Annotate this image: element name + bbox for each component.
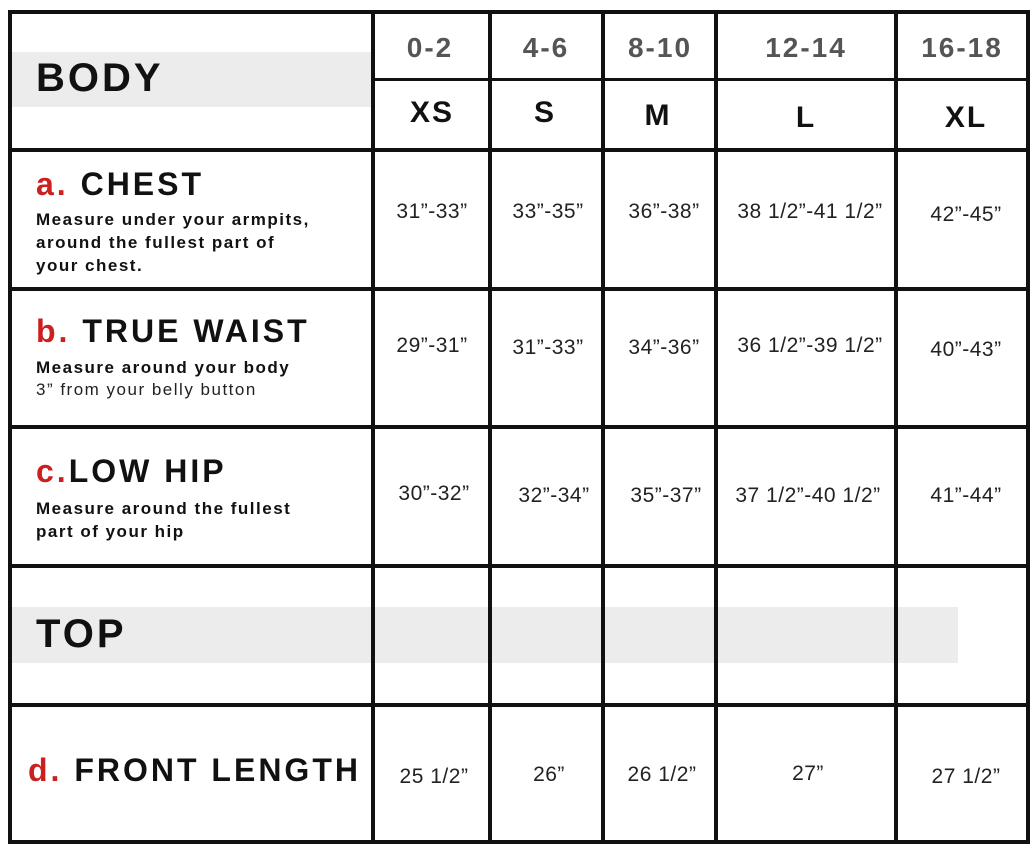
measurement-value: 26 1/2” [627,763,697,786]
size-range: 12-14 [765,32,847,63]
grid-line [8,287,1030,291]
measurement-value: 26” [533,763,565,786]
measurement-value: 32”-34” [518,484,590,507]
measurement-value: 35”-37” [630,484,702,507]
measurement-description: Measure around your body [36,358,291,377]
grid-line [8,148,1030,152]
measurement-description: 3” from your belly button [36,380,257,399]
measurement-value: 29”-31” [396,334,468,357]
measurement-value: 31”-33” [512,336,584,359]
measurement-value: 25 1/2” [399,765,469,788]
size-range: 8-10 [627,32,693,63]
measurement-letter: b. [36,313,71,349]
section-title-top: TOP [36,612,127,656]
measurement-description: Measure under your armpits, [36,210,310,229]
measurement-name: LOW HIP [68,453,227,489]
measurement-title [36,166,204,203]
measurement-letter: a. [36,166,69,202]
measurement-value: 34”-36” [628,336,700,359]
grid-line [8,564,1030,568]
size-code: XS [409,96,455,129]
measurement-value: 33”-35” [512,200,584,223]
measurement-title [28,752,361,789]
measurement-value: 30”-32” [398,482,470,505]
measurement-value: 42”-45” [930,203,1002,226]
measurement-title [36,453,227,490]
grid-line [8,703,1030,707]
measurement-description: Measure around the fullest [36,499,292,518]
measurement-value: 37 1/2”-40 1/2” [735,484,881,507]
measurement-value: 40”-43” [930,338,1002,361]
size-code: L [795,101,817,134]
top-section-band [12,607,958,663]
size-range: 16-18 [921,32,1003,63]
measurement-value: 31”-33” [396,200,468,223]
measurement-description: part of your hip [36,522,185,541]
measurement-value: 38 1/2”-41 1/2” [737,200,883,223]
measurement-description: your chest. [36,256,144,275]
measurement-name: TRUE WAIST [82,313,310,349]
size-range: 0-2 [406,32,454,63]
size-code: XL [944,101,988,134]
measurement-letter: c. [36,453,69,489]
measurement-title [36,313,310,350]
measurement-letter: d. [28,752,63,788]
size-code: S [533,96,557,129]
section-title-body: BODY [36,56,164,100]
measurement-description: around the fullest part of [36,233,276,252]
grid-line [8,10,1030,14]
measurement-name: CHEST [80,166,205,202]
measurement-value: 36 1/2”-39 1/2” [737,334,883,357]
size-range: 4-6 [522,32,570,63]
grid-line [8,840,1030,844]
grid-line [373,78,1030,81]
grid-line [8,425,1030,429]
size-code: M [644,99,672,132]
measurement-value: 36”-38” [628,200,700,223]
measurement-value: 27” [792,762,824,785]
measurement-value: 27 1/2” [931,765,1001,788]
measurement-value: 41”-44” [930,484,1002,507]
measurement-name: FRONT LENGTH [74,752,361,788]
